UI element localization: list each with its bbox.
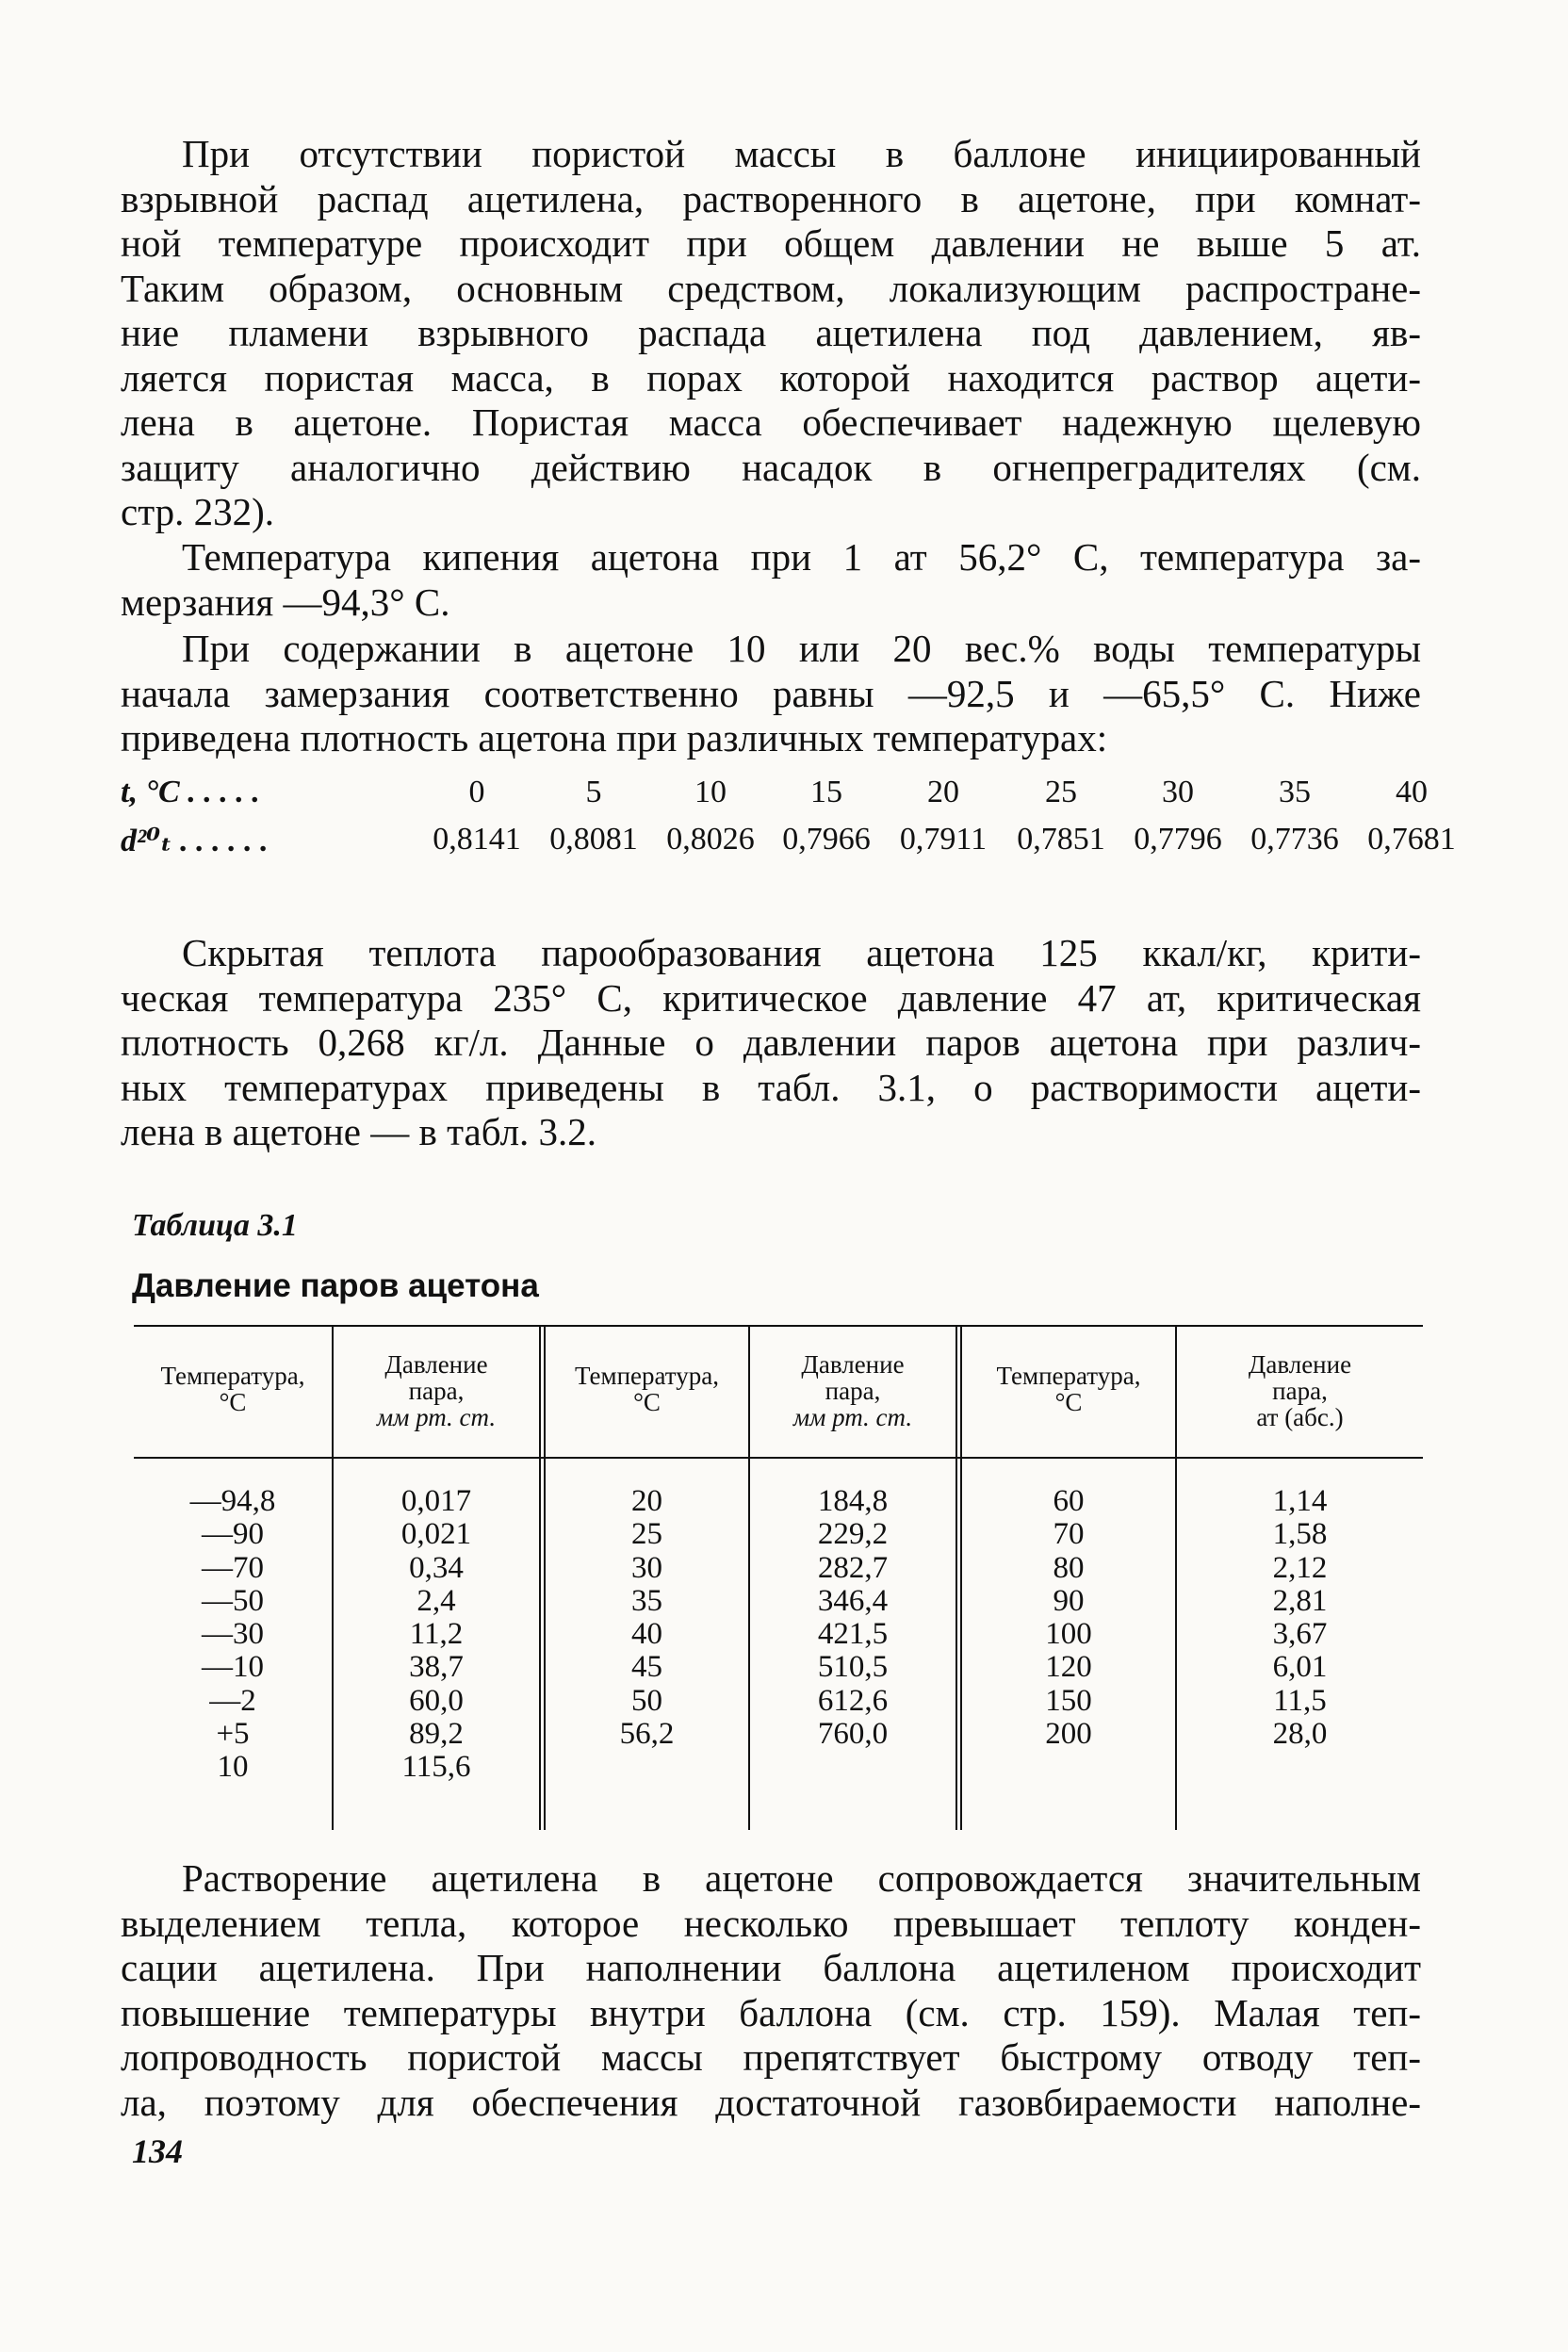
text-line: При отсутствии пористой массы в баллоне инициированный <box>182 132 1421 175</box>
text-line: Таким образом, основным средством, локализующим распростране- <box>121 266 1421 310</box>
table-cell: 150 <box>1045 1683 1092 1718</box>
text-line: лопроводность пористой массы препятствует быстрому отводу теп- <box>121 2035 1421 2079</box>
header-temperature <box>546 1363 748 1415</box>
table-cell: 60 <box>1053 1484 1085 1518</box>
text-line: стр. 232). <box>121 490 275 533</box>
table-cell: —50 <box>202 1583 264 1618</box>
table-cell: 1,58 <box>1272 1517 1328 1552</box>
text-line: мерзания —94,3° С. <box>121 580 450 624</box>
table-cell: —10 <box>202 1650 264 1685</box>
table-cell: 3,67 <box>1272 1617 1328 1652</box>
paragraph-porous-mass <box>121 132 1421 535</box>
table-cell: 346,4 <box>817 1583 889 1618</box>
header-line: °C <box>1054 1388 1083 1416</box>
header-line: пара, <box>825 1377 881 1405</box>
table-cell: —2 <box>209 1683 256 1718</box>
paragraph-freezing <box>121 627 1421 761</box>
table-cell: 760,0 <box>817 1717 889 1752</box>
text-line: выделением тепла, которое несколько превышает теплоту конден- <box>121 1901 1421 1945</box>
table-cell: 38,7 <box>409 1650 464 1685</box>
header-line: Температура, <box>575 1362 719 1390</box>
density-t-value: 40 <box>1396 775 1428 809</box>
header-line: пара, <box>408 1377 465 1405</box>
text-line: ческая температура 235° С, критическое давление 47 ат, критическая <box>121 975 1421 1020</box>
table-cell: 89,2 <box>409 1717 464 1752</box>
column-temperature-2 <box>546 1485 748 1751</box>
table-cell: 11,2 <box>409 1617 464 1652</box>
density-d-value: 0,7681 <box>1367 822 1456 857</box>
table-caption: Таблица 3.1 <box>132 1208 298 1243</box>
table-cell: 115,6 <box>401 1750 471 1785</box>
table-cell: 612,6 <box>817 1683 889 1718</box>
table-cell: 184,8 <box>817 1484 889 1518</box>
table-cell: 20 <box>631 1484 662 1518</box>
paragraph-dissolution <box>121 1856 1421 2125</box>
density-d-value: 0,7796 <box>1134 822 1222 857</box>
text-line: начала замерзания соответственно равны —92,5 и —65,5° С. Ниже <box>121 671 1421 715</box>
density-d-value: 0,7736 <box>1250 822 1339 857</box>
header-pressure-mm <box>334 1351 539 1430</box>
column-pressure-2 <box>750 1485 956 1751</box>
text-line: При содержании в ацетоне 10 или 20 вес.% воды температуры <box>182 627 1421 670</box>
table-top-rule <box>134 1325 1423 1327</box>
text-line: Скрытая теплота парообразования ацетона 125 ккал/кг, крити- <box>182 931 1421 974</box>
text-line: взрывной распад ацетилена, растворенного в ацетоне, при комнат- <box>121 176 1421 220</box>
text-line: защиту аналогично действию насадок в огнепреградителях (см. <box>121 445 1421 489</box>
text-line: ние пламени взрывного распада ацетилена под давлением, яв- <box>121 311 1421 354</box>
table-title: Давление паров ацетона <box>132 1267 539 1304</box>
table-cell: 120 <box>1045 1650 1092 1685</box>
table-cell: 0,34 <box>409 1550 464 1585</box>
header-line: Давление <box>1248 1350 1352 1379</box>
table-cell: 80 <box>1053 1550 1085 1585</box>
text-line: плотность 0,268 кг/л. Данные о давлении паров ацетона при различ- <box>121 1021 1421 1064</box>
table-cell: 70 <box>1053 1517 1085 1552</box>
page-number: 134 <box>132 2132 183 2170</box>
column-temperature-1 <box>134 1485 332 1785</box>
table-cell: 56,2 <box>619 1717 675 1752</box>
table-cell: 0,021 <box>400 1517 472 1552</box>
table-cell: —30 <box>202 1617 264 1652</box>
header-line: Давление <box>801 1350 905 1379</box>
density-t-value: 30 <box>1162 775 1194 809</box>
text-line: Растворение ацетилена в ацетоне сопровождается значительным <box>182 1856 1421 1900</box>
table-cell: 10 <box>217 1750 249 1785</box>
table-cell: 2,81 <box>1272 1583 1328 1618</box>
text-line: лена в ацетоне — в табл. 3.2. <box>121 1110 597 1153</box>
table-cell: 35 <box>631 1583 662 1618</box>
table-cell: 0,017 <box>400 1484 472 1518</box>
column-temperature-3 <box>962 1485 1175 1751</box>
density-d-value: 0,7851 <box>1017 822 1105 857</box>
table-cell: 510,5 <box>817 1650 889 1685</box>
density-d-value: 0,8081 <box>549 822 638 857</box>
text-line: ляется пористая масса, в порах которой находится раствор ацети- <box>121 355 1421 400</box>
table-cell: 28,0 <box>1272 1717 1328 1752</box>
table-cell: 229,2 <box>817 1517 889 1552</box>
density-label: d²⁰ₜ . . . . . . <box>121 824 269 858</box>
table-cell: 282,7 <box>817 1550 889 1585</box>
density-d-value: 0,8026 <box>666 822 755 857</box>
text-line: лена в ацетоне. Пористая масса обеспечивает надежную щелевую <box>121 400 1421 444</box>
table-cell: 1,14 <box>1272 1484 1328 1518</box>
density-t-value: 5 <box>585 775 602 809</box>
table-cell: 25 <box>631 1517 662 1552</box>
paragraph-latent-heat <box>121 931 1421 1155</box>
text-line: Температура кипения ацетона при 1 ат 56,2° С, температура за- <box>182 535 1421 579</box>
header-line: Давление <box>384 1350 488 1379</box>
table-cell: —90 <box>202 1517 264 1552</box>
header-pressure-mm <box>750 1351 956 1430</box>
table-cell: 2,4 <box>416 1583 456 1618</box>
density-d-value: 0,7911 <box>899 822 988 857</box>
density-t-value: 15 <box>810 775 842 809</box>
text-line: приведена плотность ацетона при различных температурах: <box>121 716 1108 760</box>
header-temperature <box>962 1363 1175 1415</box>
text-line: ла, поэтому для обеспечения достаточной газовбираемости наполне- <box>121 2080 1421 2124</box>
header-line: ат (абс.) <box>1256 1403 1344 1431</box>
table-cell: 30 <box>631 1550 662 1585</box>
vapor-pressure-table <box>134 1317 1423 1830</box>
density-t-value: 35 <box>1279 775 1311 809</box>
table-cell: 2,12 <box>1272 1550 1328 1585</box>
table-cell: 100 <box>1045 1617 1092 1652</box>
density-temperature-label: t, °C . . . . . <box>121 775 260 809</box>
table-cell: 45 <box>631 1650 662 1685</box>
table-cell: 6,01 <box>1272 1650 1328 1685</box>
table-cell: 200 <box>1045 1717 1092 1752</box>
header-line: °C <box>633 1388 661 1416</box>
header-line: пара, <box>1272 1377 1328 1405</box>
column-pressure-3 <box>1177 1485 1423 1751</box>
header-line: мм рт. ст. <box>792 1403 913 1431</box>
table-divider <box>539 1327 546 1830</box>
table-cell: 50 <box>631 1683 662 1718</box>
table-cell: 11,5 <box>1273 1683 1327 1718</box>
header-line: Температура, <box>996 1362 1141 1390</box>
header-pressure-at <box>1177 1351 1423 1430</box>
table-cell: —70 <box>202 1550 264 1585</box>
table-cell: 60,0 <box>409 1683 464 1718</box>
table-header-rule <box>134 1457 1423 1459</box>
header-line: °C <box>219 1388 247 1416</box>
density-t-value: 10 <box>694 775 727 809</box>
header-temperature <box>134 1363 332 1415</box>
table-cell: +5 <box>216 1717 250 1752</box>
header-line: мм рт. ст. <box>376 1403 497 1431</box>
table-cell: 40 <box>631 1617 662 1652</box>
table-cell: —94,8 <box>189 1484 276 1518</box>
density-t-value: 0 <box>468 775 485 809</box>
table-cell: 90 <box>1053 1583 1085 1618</box>
table-divider <box>956 1327 962 1830</box>
density-t-value: 25 <box>1045 775 1077 809</box>
density-d-value: 0,7966 <box>782 822 871 857</box>
density-t-value: 20 <box>927 775 959 809</box>
density-d-value: 0,8141 <box>433 822 521 857</box>
text-line: сации ацетилена. При наполнении баллона ацетиленом происходит <box>121 1946 1421 1989</box>
paragraph-boiling-point <box>121 535 1421 625</box>
text-line: ных температурах приведены в табл. 3.1, о растворимости ацети- <box>121 1065 1421 1109</box>
text-line: ной температуре происходит при общем давлении не выше 5 ат. <box>121 221 1421 265</box>
header-line: Температура, <box>160 1362 305 1390</box>
text-line: повышение температуры внутри баллона (см. стр. 159). Малая теп- <box>121 1990 1421 2034</box>
column-pressure-1 <box>334 1485 539 1785</box>
table-cell: 421,5 <box>817 1617 889 1652</box>
